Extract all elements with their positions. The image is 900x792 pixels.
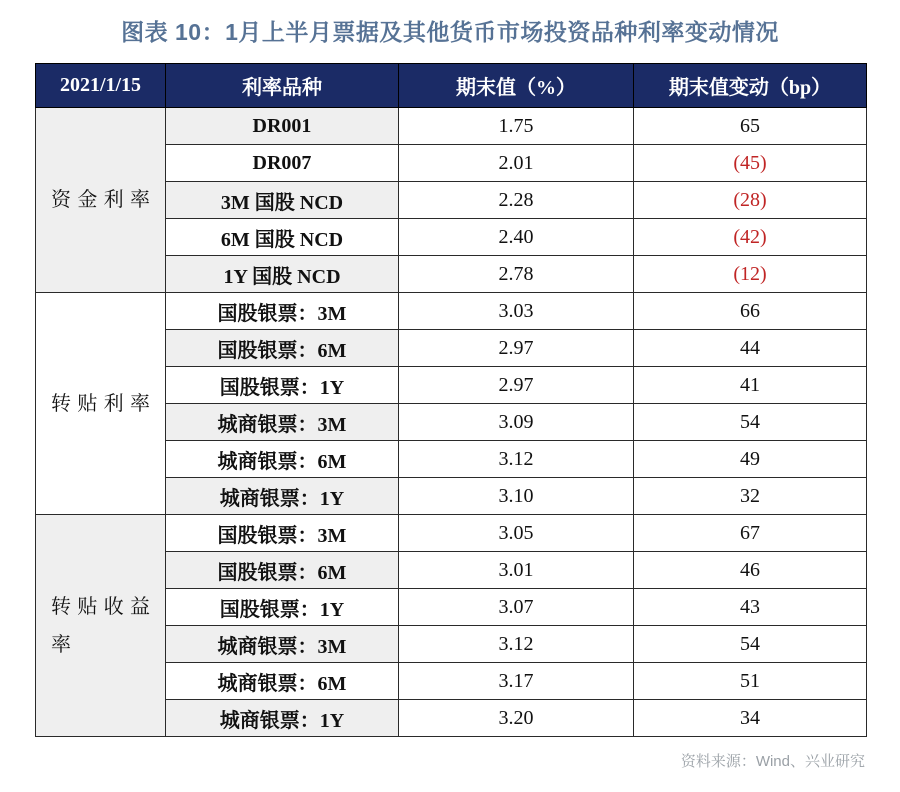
end-value-cell: 2.01	[399, 145, 634, 182]
instrument-cell: DR001	[166, 108, 399, 145]
instrument-cell: 国股银票：3M	[166, 293, 399, 330]
value-change-cell: 41	[634, 367, 867, 404]
end-value-cell: 3.20	[399, 700, 634, 737]
value-change-cell: 65	[634, 108, 867, 145]
group-label: 转贴利率	[51, 392, 150, 415]
table-row	[36, 515, 867, 552]
value-change-cell: 54	[634, 404, 867, 441]
value-change-cell: 67	[634, 515, 867, 552]
value-change-cell: 46	[634, 552, 867, 589]
value-change-cell: 51	[634, 663, 867, 700]
table-header	[36, 64, 867, 108]
header-row	[36, 64, 867, 108]
instrument-cell: 国股银票：1Y	[166, 367, 399, 404]
end-value-cell: 2.40	[399, 219, 634, 256]
value-change-cell: 44	[634, 330, 867, 367]
group-label-cell	[36, 293, 166, 515]
instrument-cell: 6M 国股 NCD	[166, 219, 399, 256]
value-change-cell: 49	[634, 441, 867, 478]
instrument-cell: 城商银票：6M	[166, 663, 399, 700]
instrument-cell: 国股银票：6M	[166, 330, 399, 367]
header-end-value: 期末值（%）	[399, 64, 634, 108]
group-label: 转贴收益率	[51, 595, 150, 656]
end-value-cell: 3.12	[399, 626, 634, 663]
instrument-cell: 1Y 国股 NCD	[166, 256, 399, 293]
end-value-cell: 3.01	[399, 552, 634, 589]
instrument-cell: 城商银票：3M	[166, 626, 399, 663]
rate-table	[35, 63, 867, 737]
instrument-cell: 国股银票：3M	[166, 515, 399, 552]
group-label: 资金利率	[51, 189, 150, 211]
instrument-cell: 国股银票：1Y	[166, 589, 399, 626]
end-value-cell: 2.28	[399, 182, 634, 219]
figure-title: 图表 10：1月上半月票据及其他货币市场投资品种利率变动情况	[121, 19, 779, 45]
end-value-cell: 1.75	[399, 108, 634, 145]
table-body	[36, 108, 867, 737]
instrument-cell: 3M 国股 NCD	[166, 182, 399, 219]
value-change-cell: 66	[634, 293, 867, 330]
value-change-cell: (12)	[634, 256, 867, 293]
instrument-cell: 城商银票：3M	[166, 404, 399, 441]
table-row	[36, 108, 867, 145]
end-value-cell: 3.17	[399, 663, 634, 700]
value-change-cell: (42)	[634, 219, 867, 256]
instrument-cell: DR007	[166, 145, 399, 182]
value-change-cell: 32	[634, 478, 867, 515]
value-change-cell: (28)	[634, 182, 867, 219]
end-value-cell: 3.07	[399, 589, 634, 626]
end-value-cell: 3.10	[399, 478, 634, 515]
value-change-cell: 34	[634, 700, 867, 737]
end-value-cell: 2.97	[399, 367, 634, 404]
end-value-cell: 2.97	[399, 330, 634, 367]
instrument-cell: 城商银票：1Y	[166, 478, 399, 515]
instrument-cell: 城商银票：1Y	[166, 700, 399, 737]
end-value-cell: 3.09	[399, 404, 634, 441]
group-label-cell	[36, 108, 166, 293]
value-change-cell: 54	[634, 626, 867, 663]
end-value-cell: 3.05	[399, 515, 634, 552]
value-change-cell: 43	[634, 589, 867, 626]
table-row	[36, 293, 867, 330]
group-label-cell	[36, 515, 166, 737]
end-value-cell: 3.03	[399, 293, 634, 330]
value-change-cell: (45)	[634, 145, 867, 182]
header-instrument: 利率品种	[166, 64, 399, 108]
end-value-cell: 2.78	[399, 256, 634, 293]
instrument-cell: 国股银票：6M	[166, 552, 399, 589]
data-source: 资料来源：Wind、兴业研究	[680, 753, 865, 770]
header-date: 2021/1/15	[36, 64, 166, 108]
instrument-cell: 城商银票：6M	[166, 441, 399, 478]
end-value-cell: 3.12	[399, 441, 634, 478]
header-value-change: 期末值变动（bp）	[634, 64, 867, 108]
